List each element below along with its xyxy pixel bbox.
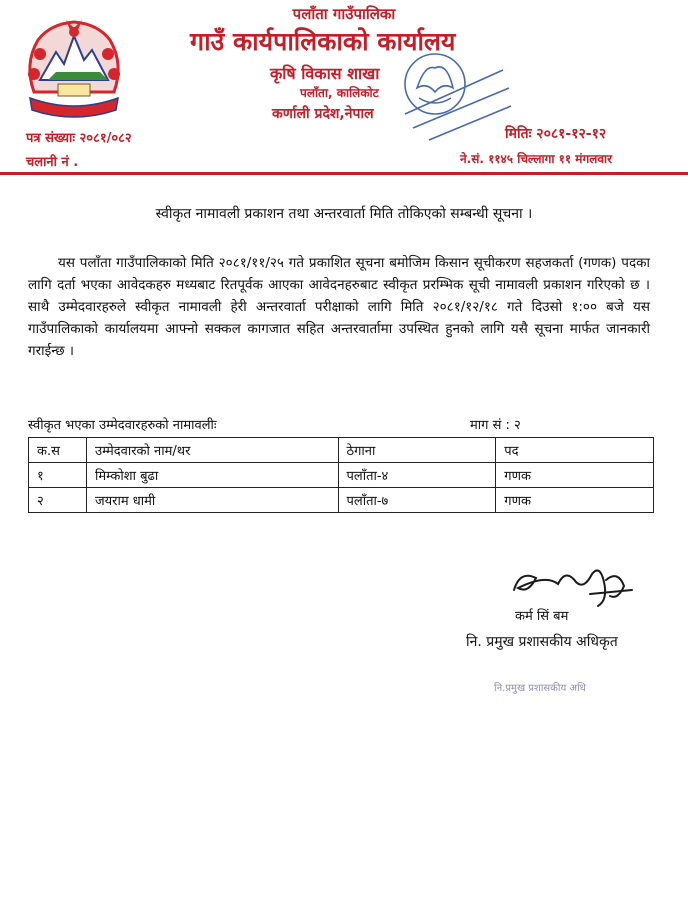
header-name: उम्मेदवारको नाम/थर bbox=[86, 438, 338, 463]
cell-serial: २ bbox=[29, 488, 87, 513]
candidate-list-label: स्वीकृत भएका उम्मेदवारहरुको नामावलीः bbox=[28, 418, 217, 433]
notice-subject: स्वीकृत नामावली प्रकाशन तथा अन्तरवार्ता मिति तोकिएको सम्बन्धी सूचना । bbox=[155, 206, 533, 222]
cell-address: पलाँता-४ bbox=[338, 463, 496, 488]
candidate-table bbox=[28, 437, 654, 513]
designation-stamp: नि.प्रमुख प्रशासकीय अधि bbox=[494, 683, 586, 694]
cell-serial: १ bbox=[29, 463, 87, 488]
table-row bbox=[29, 463, 654, 488]
table-row bbox=[29, 488, 654, 513]
cell-name: मिम्कोशा बुढा bbox=[86, 463, 338, 488]
header-address: ठेगाना bbox=[338, 438, 496, 463]
cell-address: पलाँता-७ bbox=[338, 488, 496, 513]
nepal-sambat-date: ने.सं. ११४५ चिल्लागा ११ मंगलवार bbox=[460, 152, 613, 166]
location-text: पलाँता, कालिकोट bbox=[300, 86, 379, 100]
signer-name: कर्म सिं बम bbox=[515, 609, 569, 624]
header-serial: क.स bbox=[29, 438, 87, 463]
handwritten-signature bbox=[506, 560, 636, 612]
office-name: गाउँ कार्यपालिकाको कार्यालय bbox=[190, 27, 456, 56]
letter-date: मितिः २०८१-१२-१२ bbox=[505, 126, 607, 142]
nepal-emblem-logo bbox=[20, 14, 128, 126]
office-seal-stamp bbox=[395, 48, 513, 148]
demand-count: माग सं : २ bbox=[470, 418, 521, 433]
cell-name: जयराम धामी bbox=[86, 488, 338, 513]
notice-body: यस पलाँता गाउँपालिकाको मिति २०८१/११/२५ गते प्रकाशित सूचना बमोजिम किसान सूचीकरण सहजकर्ता (गणक) पदका लागि दर्ता भएका आवेदकहरु मध्यबाट रितपूर्वक आएका आवेदनहरुबाट स्वीकृत प्ररम्भिक सूची नामावली प्रकाशन गरिएको छ । साथै उम्मेदवारहरुले स्वीकृत नामावली हेरी अन्तरवार्ता परीक्षाको लागि मिति २०८१/१२/१८ गते दिउसो १:०० बजे यस गाउँपालिकाको कार्यालयमा आफ्नो सक्कल कागजात सहित अन्तरवार्तामा उपस्थित हुनको लागि यसै सूचना मार्फत जानकारी गराईन्छ । bbox=[28, 255, 650, 359]
province-text: कर्णाली प्रदेश,नेपाल bbox=[272, 106, 374, 122]
municipality-name: पलाँता गाउँपालिका bbox=[292, 5, 396, 23]
branch-name: कृषि विकास शाखा bbox=[270, 64, 380, 83]
cell-post: गणक bbox=[496, 488, 654, 513]
header-post: पद bbox=[496, 438, 654, 463]
header-divider bbox=[0, 172, 688, 175]
letter-number: पत्र संख्याः २०८१/०८२ bbox=[26, 131, 132, 146]
cell-post: गणक bbox=[496, 463, 654, 488]
signer-designation: नि. प्रमुख प्रशासकीय अधिकृत bbox=[466, 634, 618, 650]
dispatch-number: चलानी नं . bbox=[26, 155, 79, 170]
table-header-row bbox=[29, 438, 654, 463]
